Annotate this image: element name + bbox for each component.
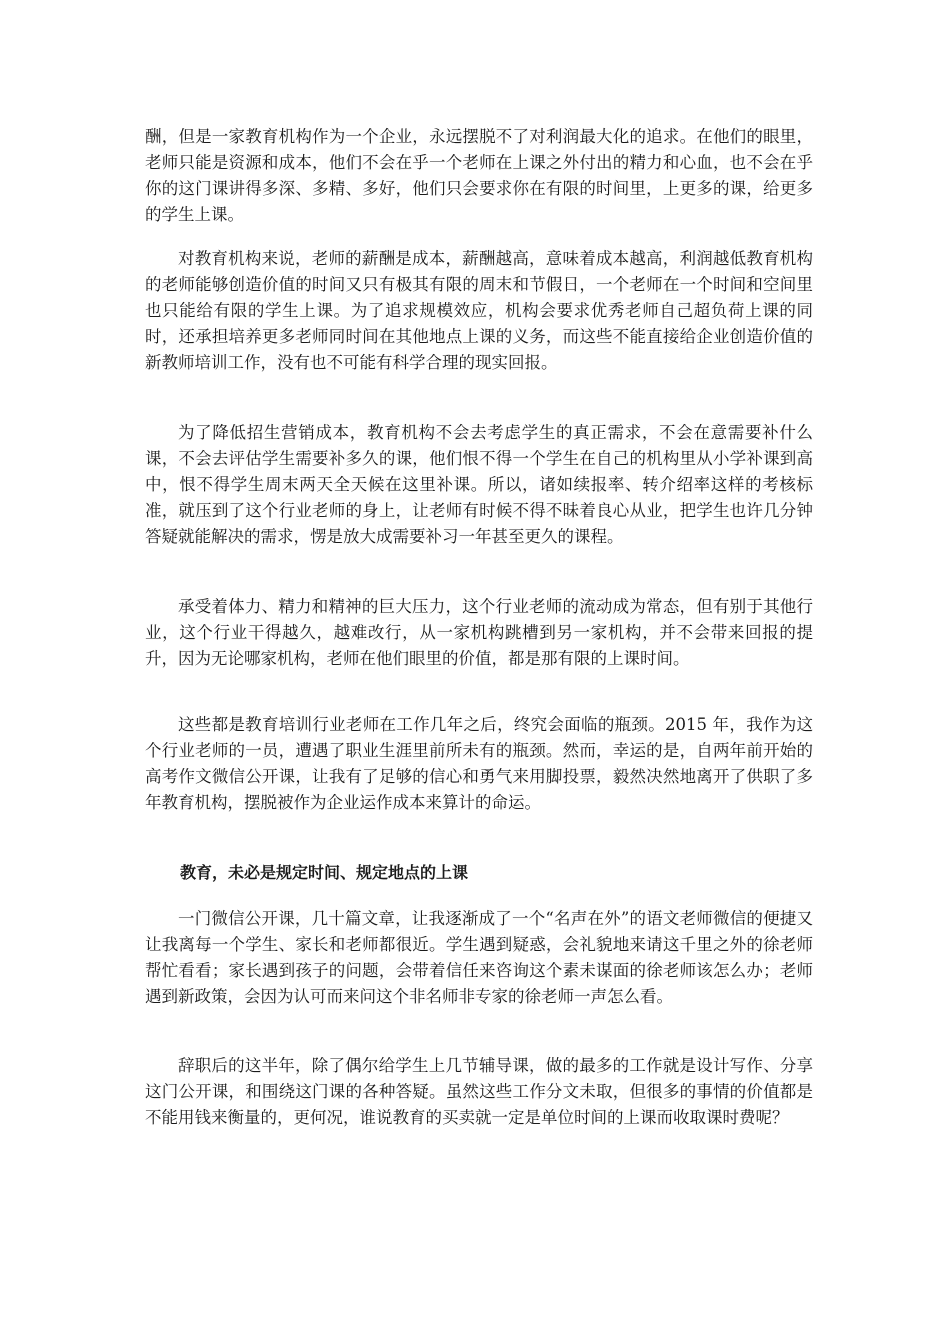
paragraph-4: 承受着体力、精力和精神的巨大压力，这个行业老师的流动成为常态，但有别于其他行业，这个行业干得越久，越难改行，从一家机构跳槽到另一家机构，并不会带来回报的提升，因为无论哪家机构，老师在他们眼里的价值，都是那有限的上课时间。 [145,597,813,668]
paragraph-6: 一门微信公开课，几十篇文章，让我逐渐成了一个“名声在外”的语文老师微信的便捷又让我离每一个学生、家长和老师都很近。学生遇到疑惑，会礼貌地来请这千里之外的徐老师帮忙看看；家长遇到孩子的问题，会带着信任来咨询这个素未谋面的徐老师该怎么办；老师遇到新政策，会因为认可而来问这个非名师非专家的徐老师一声怎么看。 [145,909,813,1006]
paragraph-3-block [145,420,813,550]
section-heading: 教育，未必是规定时间、规定地点的上课 [180,863,469,882]
paragraph-7: 辞职后的这半年，除了偶尔给学生上几节辅导课，做的最多的工作就是设计写作、分享这门公开课，和围绕这门课的各种答疑。虽然这些工作分文未取，但很多的事情的价值都是不能用钱来衡量的，更何况，谁说教育的买卖就一定是单位时间的上课而收取课时费呢？ [145,1056,813,1127]
paragraph-1-block [145,124,813,228]
paragraph-5: 这些都是教育培训行业老师在工作几年之后，终究会面临的瓶颈。2015 年，我作为这个行业老师的一员，遭遇了职业生涯里前所未有的瓶颈。然而，幸运的是，自两年前开始的高考作文微信公开课，让我有了足够的信心和勇气来用脚投票，毅然决然地离开了供职了多年教育机构，摆脱被作为企业运作成本来算计的命运。 [145,715,813,812]
paragraph-3: 为了降低招生营销成本，教育机构不会去考虑学生的真正需求，不会在意需要补什么课，不会去评估学生需要补多久的课，他们恨不得一个学生在自己的机构里从小学补课到高中，恨不得学生周末两天全天候在这里补课。所以，诸如续报率、转介绍率这样的考核标准，就压到了这个行业老师的身上，让老师有时候不得不昧着良心从业，把学生也许几分钟答疑就能解决的需求，愣是放大成需要补习一年甚至更久的课程。 [145,423,813,546]
paragraph-2-block [145,246,813,376]
paragraph-4-block [145,594,813,672]
paragraph-1: 酬，但是一家教育机构作为一个企业，永远摆脱不了对利润最大化的追求。在他们的眼里，老师只能是资源和成本，他们不会在乎一个老师在上课之外付出的精力和心血，也不会在乎你的这门课讲得多深、多精、多好，他们只会要求你在有限的时间里，上更多的课，给更多的学生上课。 [145,127,813,224]
paragraph-6-block [145,906,813,1010]
paragraph-2: 对教育机构来说，老师的薪酬是成本，薪酬越高，意味着成本越高，利润越低教育机构的老师能够创造价值的时间又只有极其有限的周末和节假日，一个老师在一个时间和空间里也只能给有限的学生上课。为了追求规模效应，机构会要求优秀老师自己超负荷上课的同时，还承担培养更多老师同时间在其他地点上课的义务，而这些不能直接给企业创造价值的新教师培训工作，没有也不可能有科学合理的现实回报。 [145,249,813,372]
paragraph-5-block [145,712,813,816]
paragraph-7-block [145,1053,813,1131]
